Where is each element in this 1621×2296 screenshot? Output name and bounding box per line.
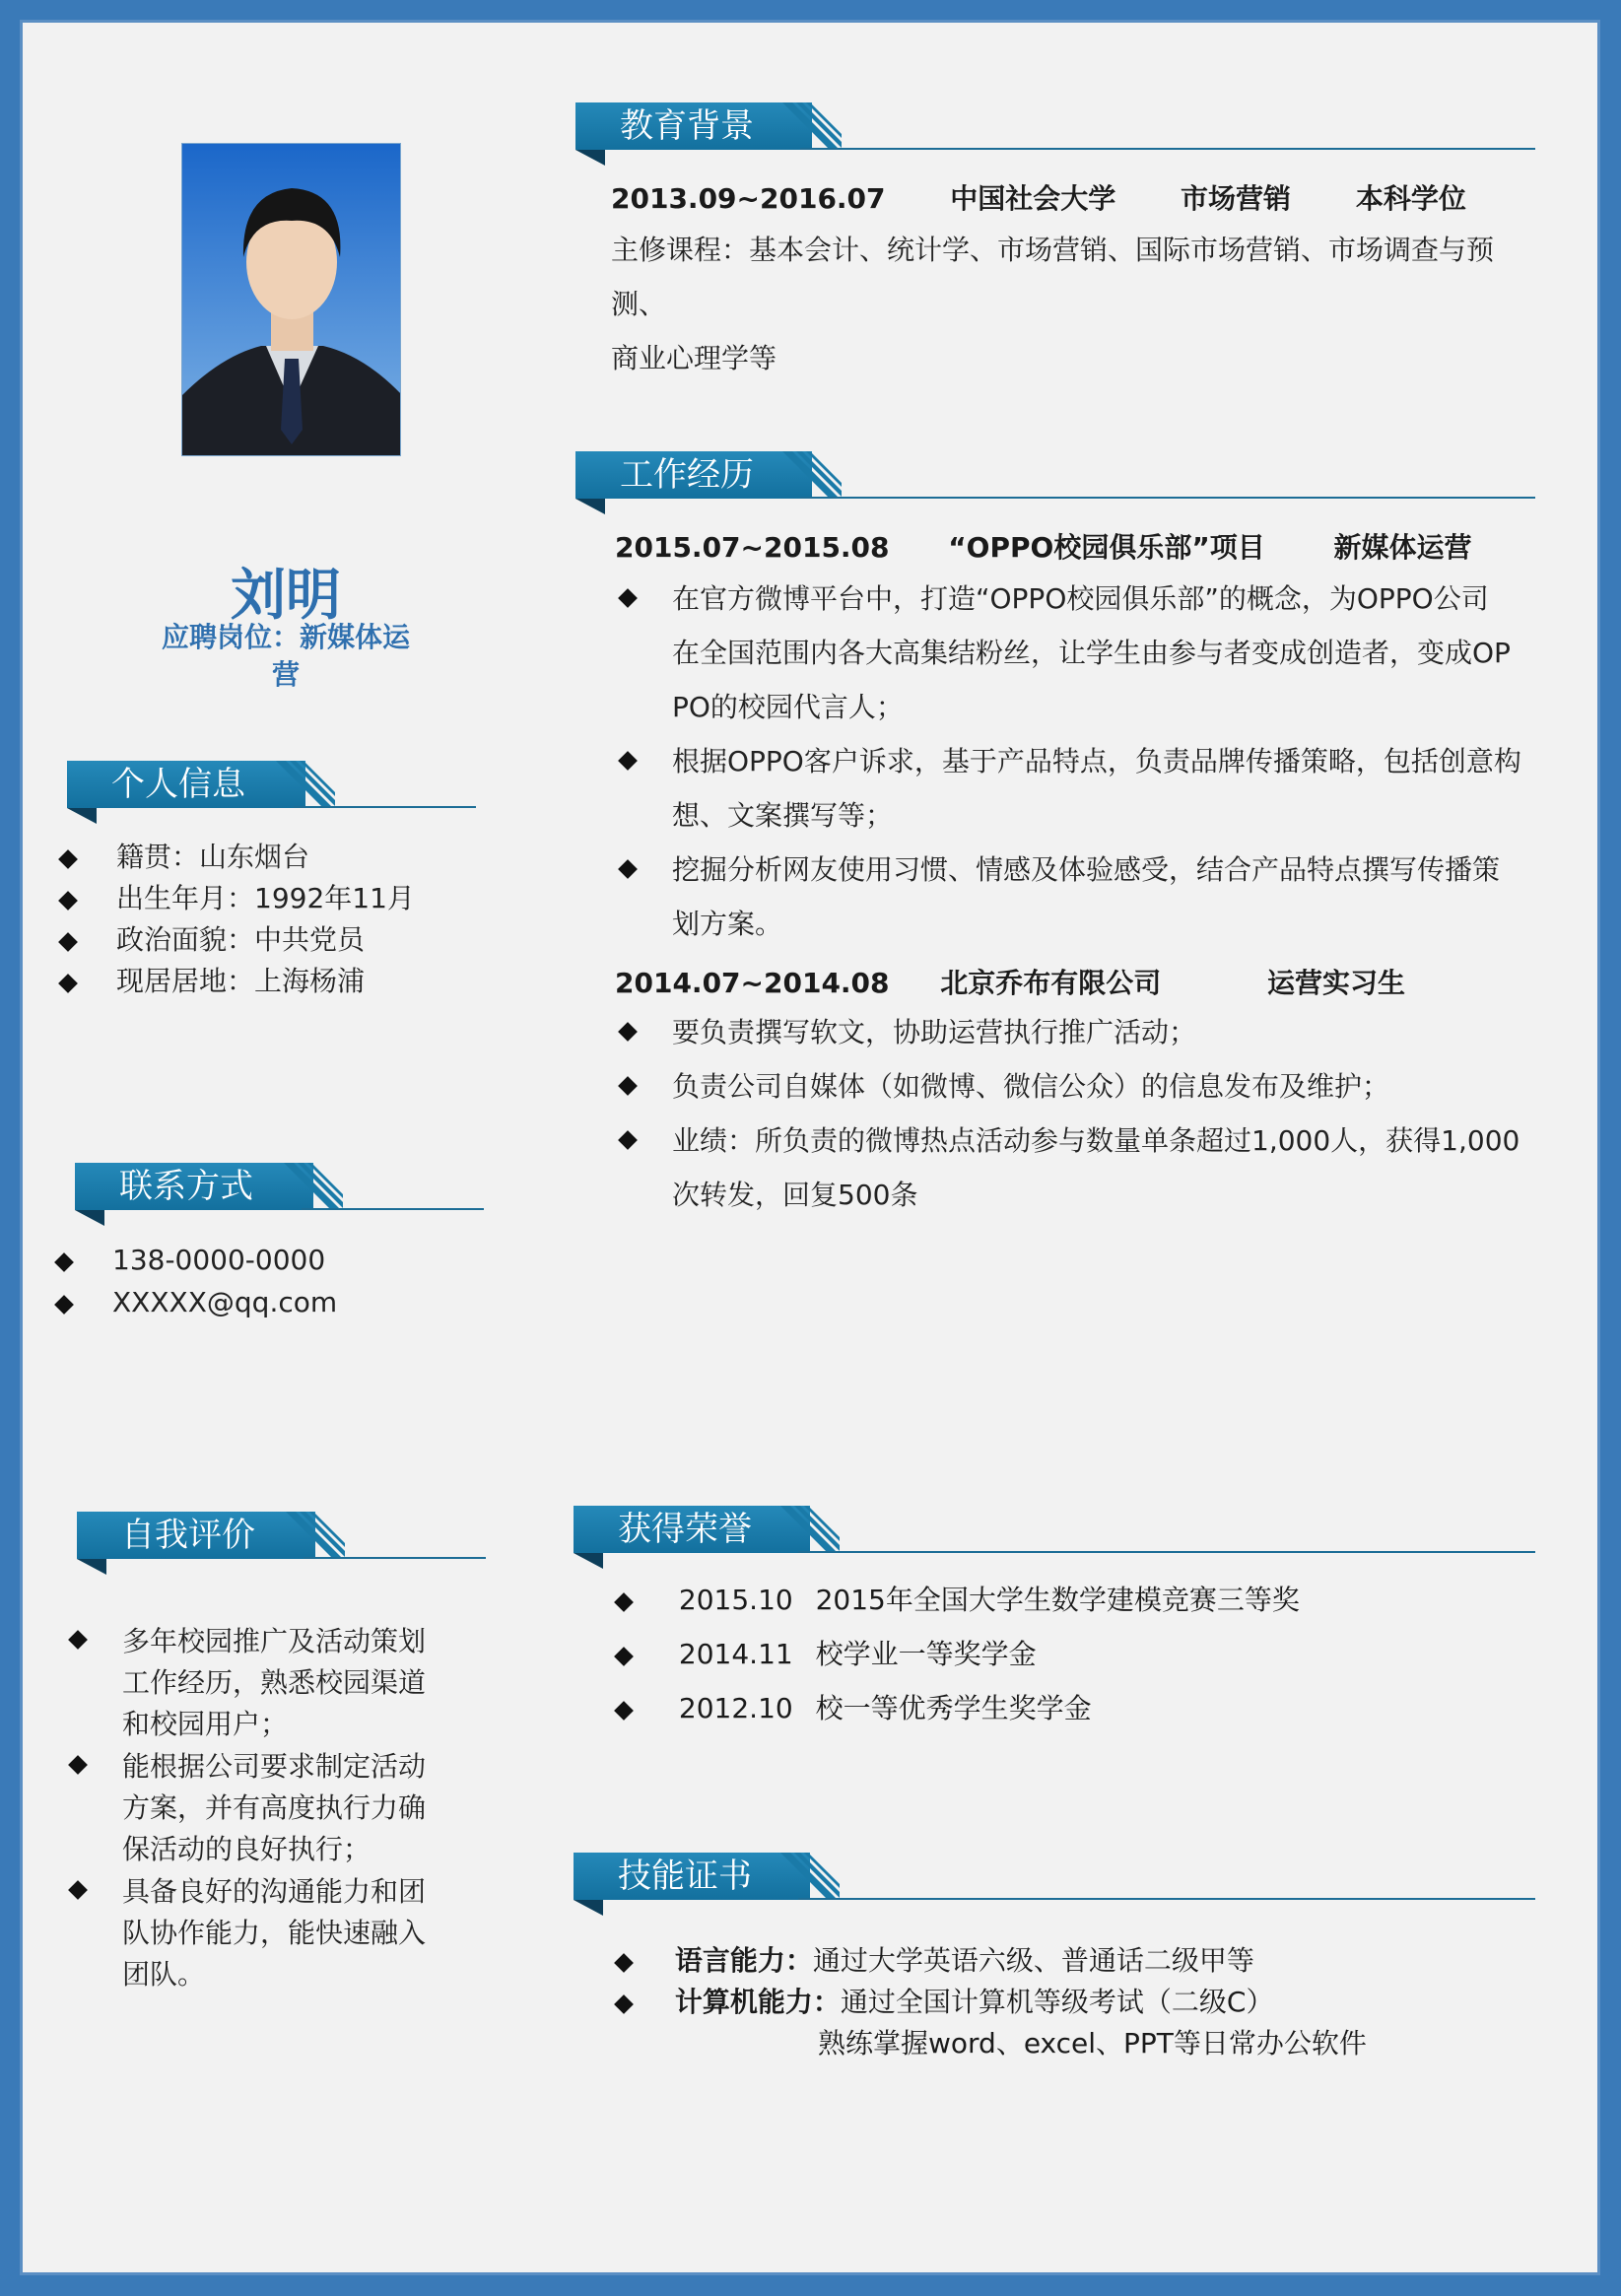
honor-text: 2015年全国大学生数学建模竞赛三等奖 — [815, 1584, 1300, 1616]
section-title-work: 工作经历 — [620, 455, 754, 495]
ribbon-fold — [75, 1210, 104, 1226]
diamond-bullet-icon — [54, 1252, 74, 1272]
section-header-contact — [75, 1163, 484, 1226]
ribbon-fold — [67, 808, 97, 824]
applied-position-line1: 应聘岗位：新媒体运 — [161, 621, 410, 653]
section-rule — [302, 1208, 484, 1210]
section-rule — [294, 806, 476, 808]
section-title-personal: 个人信息 — [111, 765, 245, 804]
section-rule — [800, 148, 1535, 150]
ribbon-fold — [574, 1900, 603, 1916]
stripe-decoration — [782, 102, 842, 150]
education-row — [611, 177, 1466, 217]
section-title-education: 教育背景 — [620, 106, 754, 146]
diamond-bullet-icon — [614, 1953, 634, 1973]
skill-language-text: 通过大学英语六级、普通话二级甲等 — [812, 1944, 1254, 1977]
education-courses: 主修课程：基本会计、统计学、市场营销、国际市场营销、市场调查与预测、 商业心理学等 — [611, 234, 1495, 374]
list-item: 现居居地：上海杨浦 — [61, 960, 365, 999]
honor-text: 校一等优秀学生奖学金 — [815, 1692, 1092, 1724]
stripe-decoration — [276, 761, 335, 808]
ribbon-fold — [575, 150, 605, 166]
diamond-bullet-icon — [58, 932, 78, 952]
stripe-decoration — [780, 1506, 840, 1553]
stripe-decoration — [284, 1163, 343, 1210]
applied-position-line2: 营 — [271, 658, 300, 691]
honor-date: 2015.10 — [678, 1584, 793, 1616]
honor-date: 2014.11 — [678, 1638, 793, 1670]
section-header-personal — [67, 761, 476, 824]
diamond-bullet-icon — [614, 1647, 634, 1666]
profile-photo — [181, 143, 401, 456]
list-item: 籍贯：山东烟台 — [61, 836, 309, 875]
section-rule — [800, 497, 1535, 499]
job-role: 运营实习生 — [1267, 967, 1406, 999]
job-org: “OPPO校园俱乐部”项目 — [948, 531, 1265, 564]
job-period: 2014.07~2014.08 — [615, 967, 890, 999]
skill-language — [617, 1939, 1254, 1979]
stripe-decoration — [782, 451, 842, 499]
job-header — [615, 526, 1472, 566]
section-rule — [798, 1898, 1535, 1900]
section-title-skills: 技能证书 — [618, 1857, 752, 1896]
ribbon-fold — [575, 499, 605, 514]
section-header-education — [575, 102, 1535, 166]
candidate-name: 刘明 — [231, 564, 341, 628]
honor-date: 2012.10 — [678, 1692, 793, 1724]
section-rule — [798, 1551, 1535, 1553]
diamond-bullet-icon — [58, 849, 78, 869]
skill-computer-text: 通过全国计算机等级考试（二级C） — [840, 1986, 1274, 2018]
skill-computer — [617, 1981, 1273, 2020]
diamond-bullet-icon — [614, 1994, 634, 2014]
section-title-self-eval: 自我评价 — [121, 1516, 255, 1555]
diamond-bullet-icon — [58, 974, 78, 993]
applied-position — [148, 619, 424, 694]
job-org: 北京乔布有限公司 — [940, 967, 1162, 999]
list-item: 政治面貌：中共党员 — [61, 918, 365, 958]
diamond-bullet-icon — [58, 891, 78, 911]
skill-computer-extra: 熟练掌握word、excel、PPT等日常办公软件 — [818, 2027, 1367, 2060]
ribbon-fold — [77, 1559, 106, 1575]
job-period: 2015.07~2015.08 — [615, 531, 890, 564]
ribbon-fold — [574, 1553, 603, 1569]
education-degree: 本科学位 — [1355, 182, 1466, 215]
section-header-honors — [574, 1506, 1535, 1569]
list-item — [617, 1687, 1092, 1726]
list-item — [617, 1633, 1037, 1672]
section-header-work — [575, 451, 1535, 514]
stripe-decoration — [286, 1512, 345, 1559]
list-item: XXXXX@qq.com — [57, 1286, 337, 1318]
list-item: 138-0000-0000 — [57, 1244, 325, 1276]
section-header-skills — [574, 1853, 1535, 1916]
education-school: 中国社会大学 — [950, 182, 1116, 215]
skill-computer-label: 计算机能力： — [674, 1986, 841, 2018]
section-header-self-eval — [77, 1512, 486, 1575]
honor-text: 校学业一等奖学金 — [815, 1638, 1037, 1670]
diamond-bullet-icon — [614, 1701, 634, 1721]
education-period: 2013.09~2016.07 — [611, 182, 886, 215]
list-item: 出生年月：1992年11月 — [61, 877, 415, 916]
section-rule — [304, 1557, 486, 1559]
job-header — [615, 962, 1405, 1001]
diamond-bullet-icon — [54, 1295, 74, 1315]
section-title-contact: 联系方式 — [119, 1167, 253, 1206]
diamond-bullet-icon — [614, 1592, 634, 1612]
education-major: 市场营销 — [1181, 182, 1292, 215]
stripe-decoration — [780, 1853, 840, 1900]
list-item — [617, 1579, 1300, 1618]
skill-language-label: 语言能力： — [674, 1944, 813, 1977]
section-title-honors: 获得荣誉 — [618, 1510, 752, 1549]
job-role: 新媒体运营 — [1333, 531, 1472, 564]
